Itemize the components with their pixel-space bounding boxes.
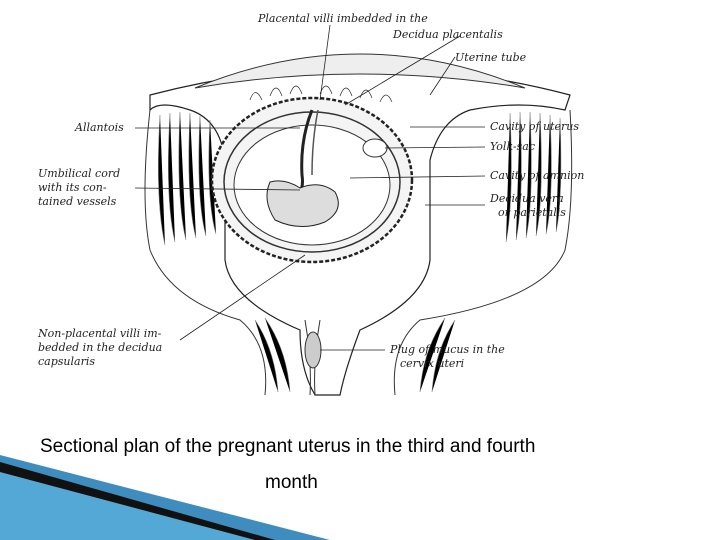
label-yolk-sac: Yolk-sac xyxy=(490,140,535,153)
label-uterine-tube: Uterine tube xyxy=(455,51,527,64)
decorative-corner xyxy=(0,455,330,540)
caption-line-2: month xyxy=(265,472,318,493)
label-allantois: Allantois xyxy=(75,121,124,134)
label-placental-villi-2: Decidua placentalis xyxy=(393,28,503,41)
label-umbilical-1: Umbilical cord xyxy=(38,167,121,180)
label-decidua-vera-2: or parietalis xyxy=(498,206,566,219)
label-umbilical-2: with its con- xyxy=(38,181,107,194)
caption-line-1: Sectional plan of the pregnant uterus in the third and fourth xyxy=(40,436,536,457)
label-mucus-plug-2: cervix uteri xyxy=(400,357,465,370)
yolk-sac xyxy=(363,139,387,157)
label-umbilical-3: tained vessels xyxy=(38,195,117,208)
label-cavity-of-uterus: Cavity of uterus xyxy=(490,120,580,133)
label-non-placental-1: Non-placental villi im- xyxy=(38,327,162,340)
label-non-placental-2: bedded in the decidua xyxy=(38,341,163,354)
mucus-plug xyxy=(305,332,321,368)
label-cavity-of-amnion: Cavity of amnion xyxy=(490,169,585,182)
label-non-placental-3: capsularis xyxy=(38,355,95,368)
label-mucus-plug-1: Plug of mucus in the xyxy=(390,343,505,356)
label-placental-villi-1: Placental villi imbedded in the xyxy=(258,12,428,25)
embryo xyxy=(267,181,338,227)
label-decidua-vera-1: Decidua vera xyxy=(490,192,564,205)
